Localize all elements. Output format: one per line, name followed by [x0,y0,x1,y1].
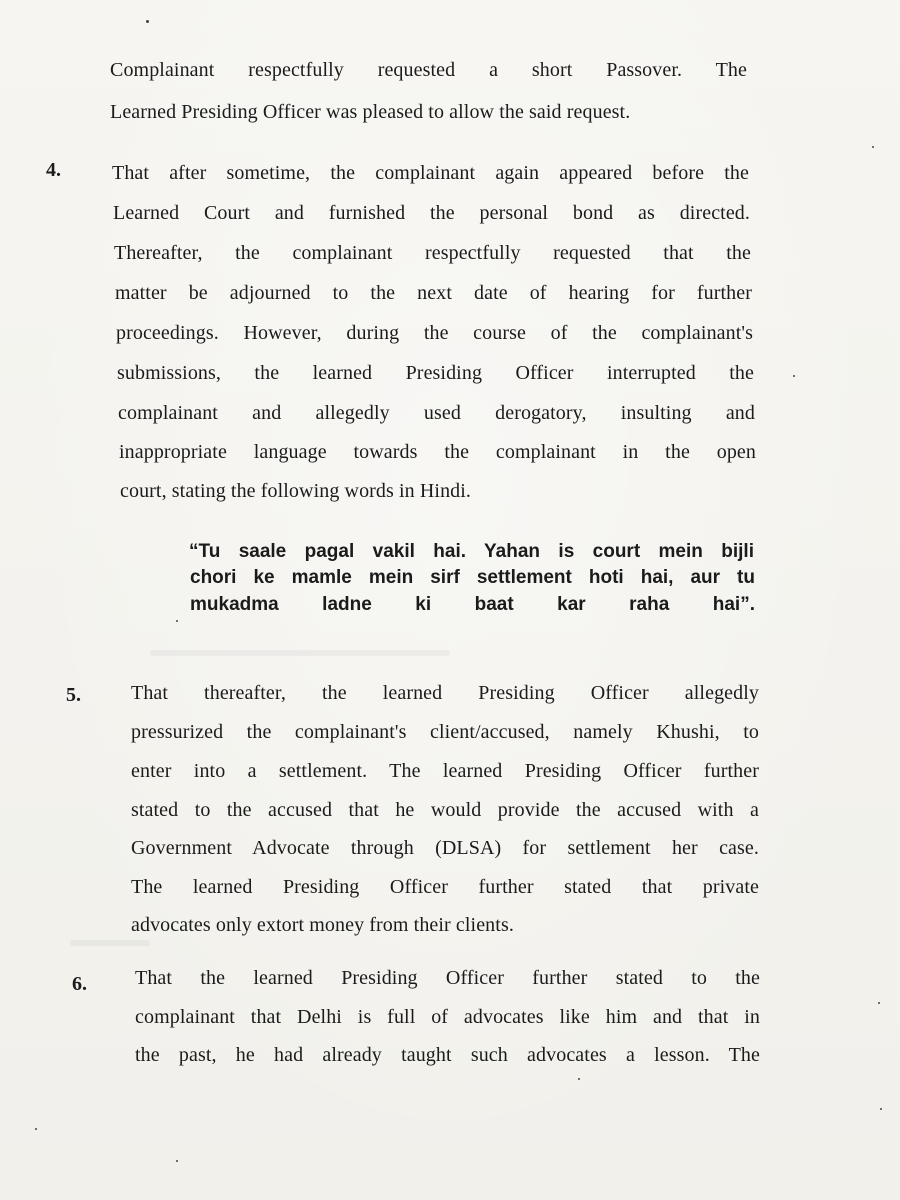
scan-speck [578,1078,580,1080]
quote-line: mukadma ladne ki baat kar raha hai”. [190,594,755,615]
text-line: That the learned Presiding Officer further stated to the [135,967,760,989]
text-line: Learned Presiding Officer was pleased to allow the said request. [110,101,631,123]
scan-speck [176,1160,178,1162]
paragraph-number: 6. [72,973,87,995]
scan-speck [880,1108,882,1110]
text-line: proceedings. However, during the course of the complainant's [116,322,753,344]
text-line: Learned Court and furnished the personal bond as directed. [113,202,750,224]
scan-speck [793,375,795,377]
text-line: complainant that Delhi is full of advocates like him and that in [135,1006,760,1028]
text-line: Government Advocate through (DLSA) for settlement her case. [131,837,759,859]
scan-smudge [150,650,450,656]
text-line: advocates only extort money from their clients. [131,914,514,936]
quote-line: “Tu saale pagal vakil hai. Yahan is court mein bijli [189,541,754,562]
text-line: matter be adjourned to the next date of hearing for further [115,282,752,304]
text-line: the past, he had already taught such advocates a lesson. The [135,1044,760,1066]
scan-speck [35,1128,37,1130]
text-line: pressurized the complainant's client/accused, namely Khushi, to [131,721,759,743]
scan-speck [176,620,178,622]
quote-line: chori ke mamle mein sirf settlement hoti hai, aur tu [190,567,755,588]
text-line: Complainant respectfully requested a short Passover. The [110,59,747,81]
text-line: submissions, the learned Presiding Officer interrupted the [117,362,754,384]
scan-speck [872,146,874,148]
paragraph-number: 5. [66,684,81,706]
text-line: That thereafter, the learned Presiding Officer allegedly [131,682,759,704]
text-line: enter into a settlement. The learned Presiding Officer further [131,760,759,782]
text-line: court, stating the following words in Hindi. [120,480,472,502]
text-line: inappropriate language towards the complainant in the open [119,441,756,463]
scan-smudge [70,940,150,946]
scan-speck [146,20,149,23]
text-line: stated to the accused that he would provide the accused with a [131,799,759,821]
paragraph-number: 4. [46,159,61,181]
text-line: Thereafter, the complainant respectfully requested that the [114,242,751,264]
scan-speck [878,1002,880,1004]
text-line: That after sometime, the complainant again appeared before the [112,162,749,184]
text-line: complainant and allegedly used derogatory, insulting and [118,402,755,424]
text-line: The learned Presiding Officer further stated that private [131,876,759,898]
